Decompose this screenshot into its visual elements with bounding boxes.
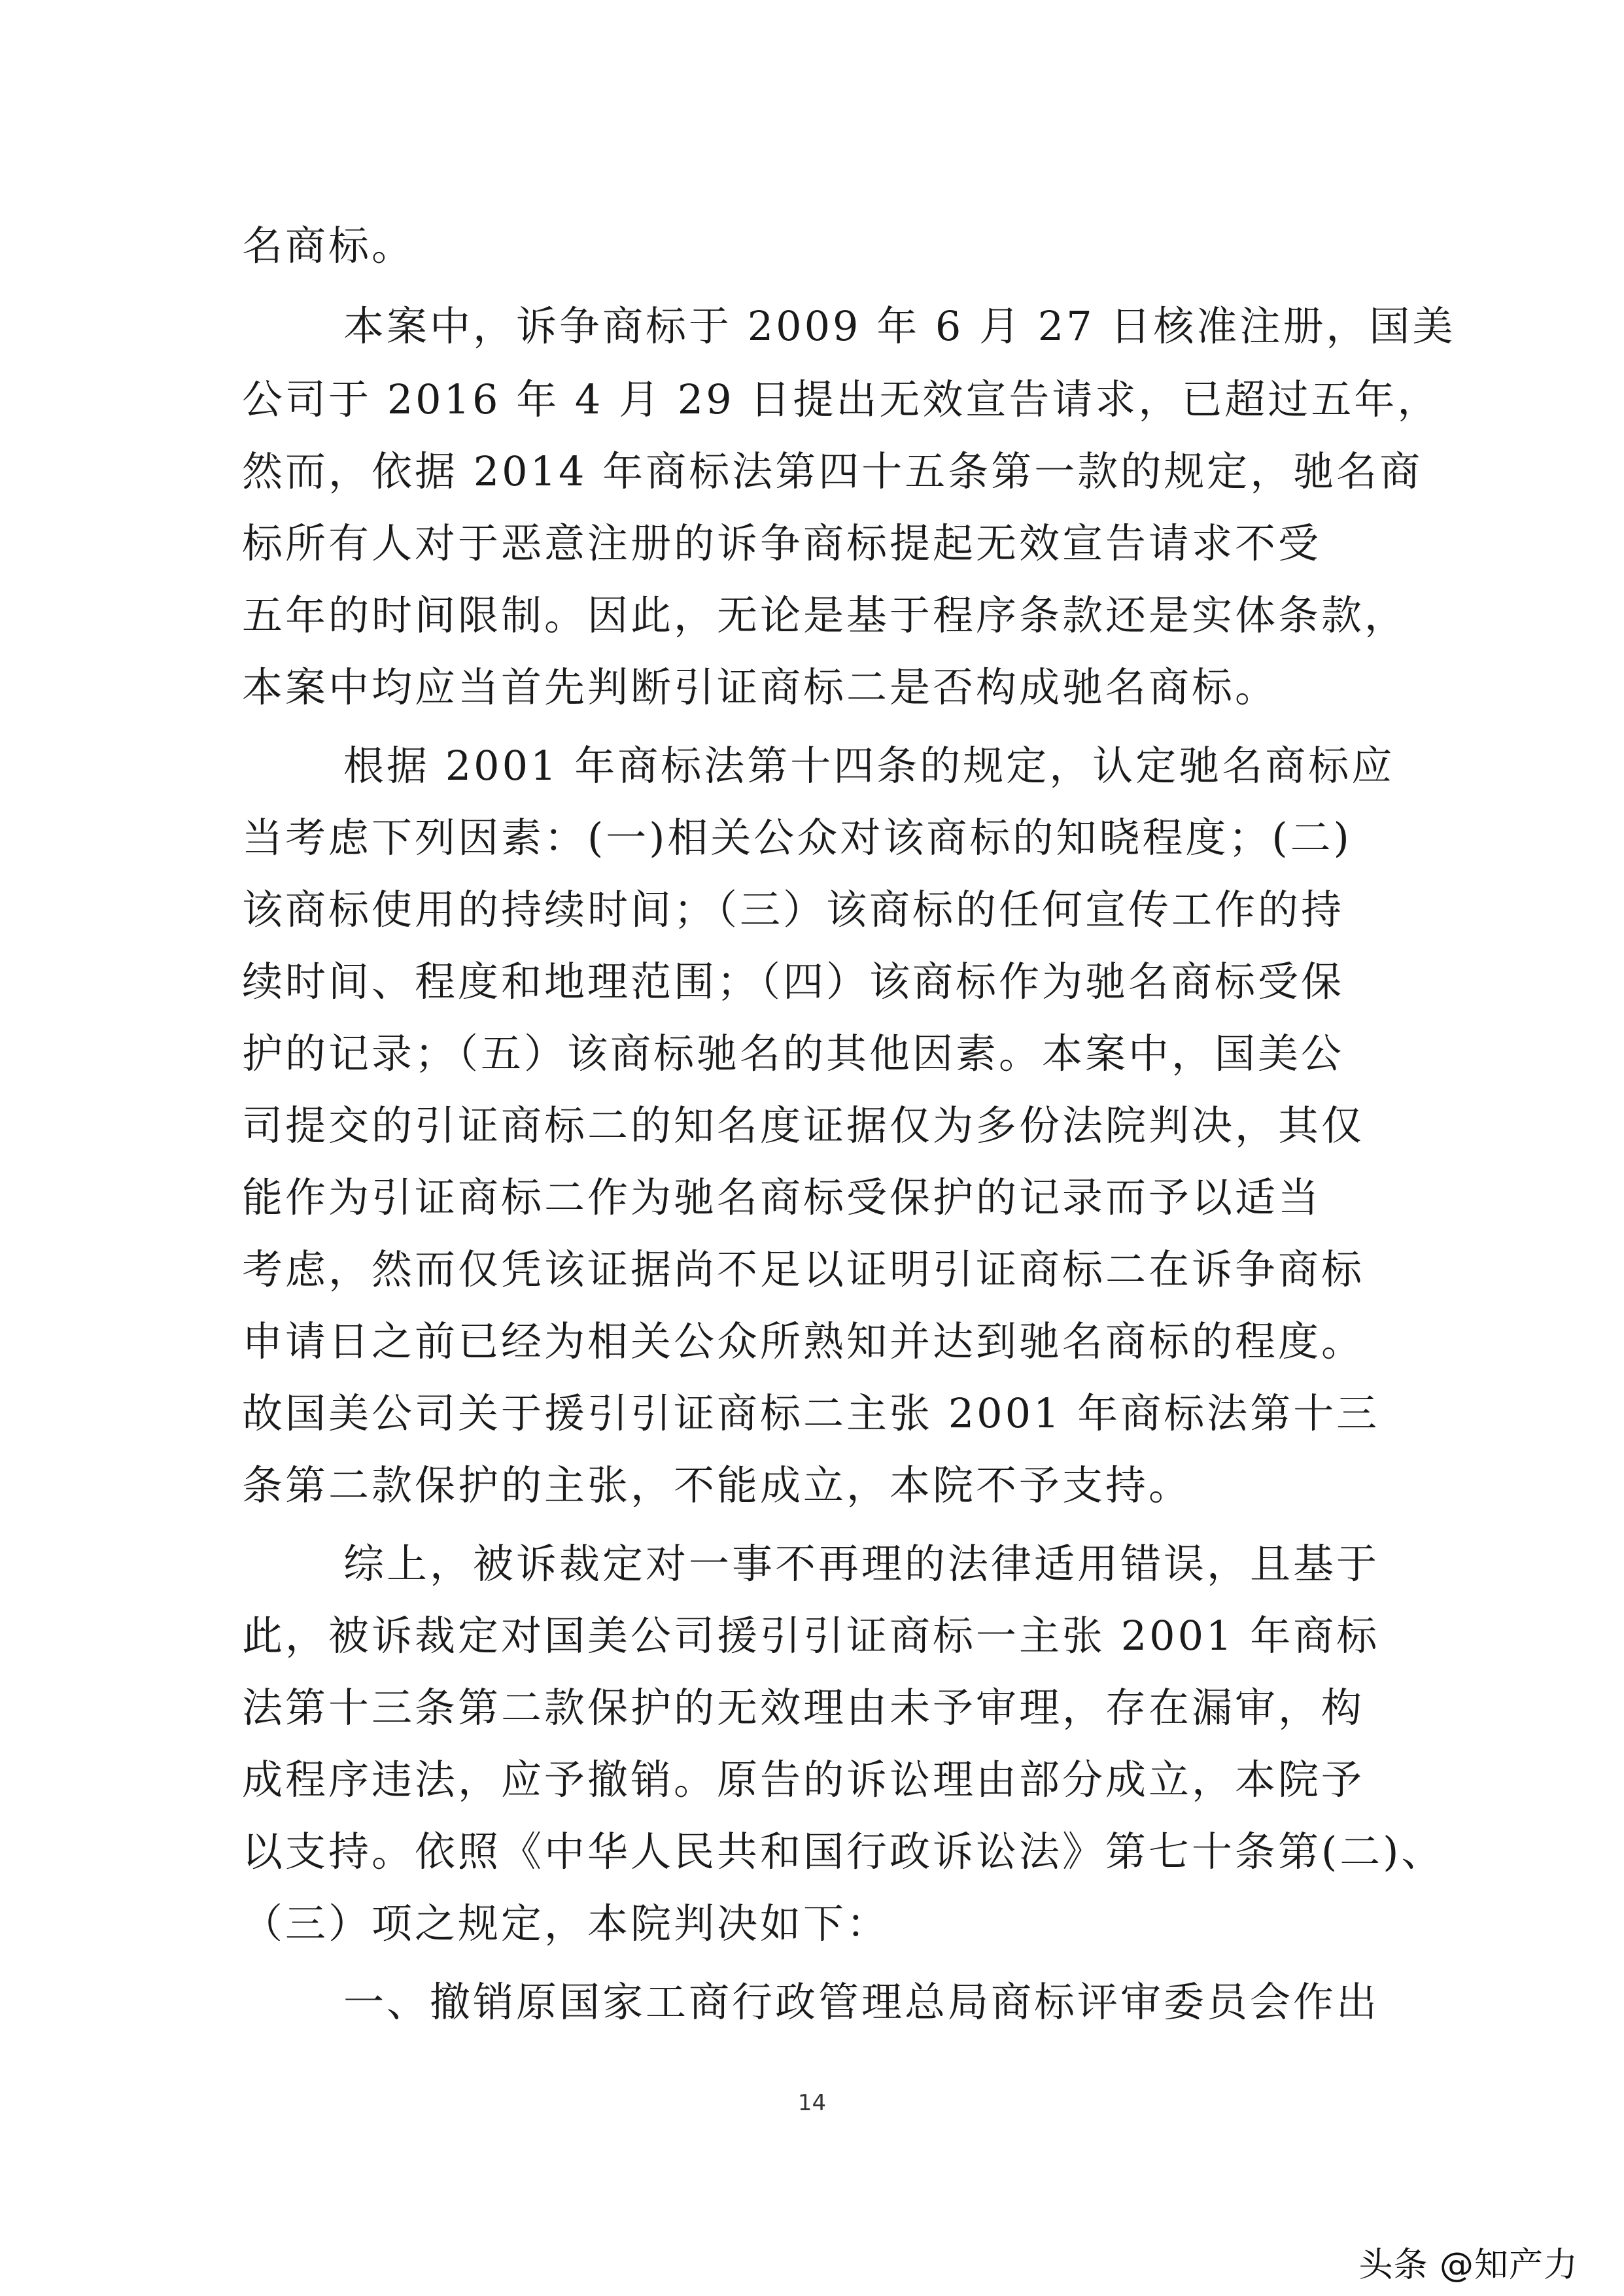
text-line: 根据 2001 年商标法第十四条的规定，认定驰名商标应 (343, 742, 1395, 790)
text-line: 续时间、程度和地理范围；（四）该商标作为驰名商标受保 (242, 958, 1345, 1005)
text-line: 能作为引证商标二作为驰名商标受保护的记录而予以适当 (242, 1174, 1322, 1221)
text-line: 本案中均应当首先判断引证商标二是否构成驰名商标。 (242, 663, 1279, 711)
text-line: 条第二款保护的主张，不能成立，本院不予支持。 (242, 1461, 1192, 1509)
text-line: 一、撤销原国家工商行政管理总局商标评审委员会作出 (343, 1978, 1380, 2026)
text-line: 司提交的引证商标二的知名度证据仅为多份法院判决，其仅 (242, 1102, 1365, 1149)
text-line: 成程序违法，应予撤销。原告的诉讼理由部分成立，本院予 (242, 1756, 1365, 1803)
text-line: 法第十三条第二款保护的无效理由未予审理，存在漏审，构 (242, 1684, 1365, 1731)
text-line: 此，被诉裁定对国美公司援引引证商标一主张 2001 年商标 (242, 1612, 1380, 1660)
text-line: 考虑，然而仅凭该证据尚不足以证明引证商标二在诉争商标 (242, 1245, 1365, 1293)
text-line: 公司于 2016 年 4 月 29 日提出无效宣告请求，已超过五年， (242, 375, 1441, 423)
text-line: 故国美公司关于援引引证商标二主张 2001 年商标法第十三 (242, 1389, 1380, 1437)
text-line: 该商标使用的持续时间；（三）该商标的任何宣传工作的持 (242, 886, 1345, 933)
page-number: 14 (797, 2090, 827, 2116)
text-line: 当考虑下列因素：(一)相关公众对该商标的知晓程度；(二) (242, 814, 1352, 861)
text-line: 名商标。 (242, 222, 415, 270)
text-line: （三）项之规定，本院判决如下： (242, 1900, 890, 1947)
text-line: 护的记录；（五）该商标驰名的其他因素。本案中，国美公 (242, 1030, 1345, 1077)
watermark: 头条 @知产力 (1358, 2246, 1578, 2285)
text-line: 五年的时间限制。因此，无论是基于程序条款还是实体条款， (242, 591, 1408, 639)
text-line: 然而，依据 2014 年商标法第四十五条第一款的规定，驰名商 (242, 447, 1423, 495)
text-line: 以支持。依照《中华人民共和国行政诉讼法》第七十条第(二)、 (242, 1828, 1445, 1875)
text-line: 本案中，诉争商标于 2009 年 6 月 27 日核准注册，国美 (343, 302, 1456, 350)
text-line: 综上，被诉裁定对一事不再理的法律适用错误，且基于 (343, 1540, 1380, 1588)
text-line: 申请日之前已经为相关公众所熟知并达到驰名商标的程度。 (242, 1317, 1365, 1365)
text-line: 标所有人对于恶意注册的诉争商标提起无效宣告请求不受 (242, 519, 1322, 567)
